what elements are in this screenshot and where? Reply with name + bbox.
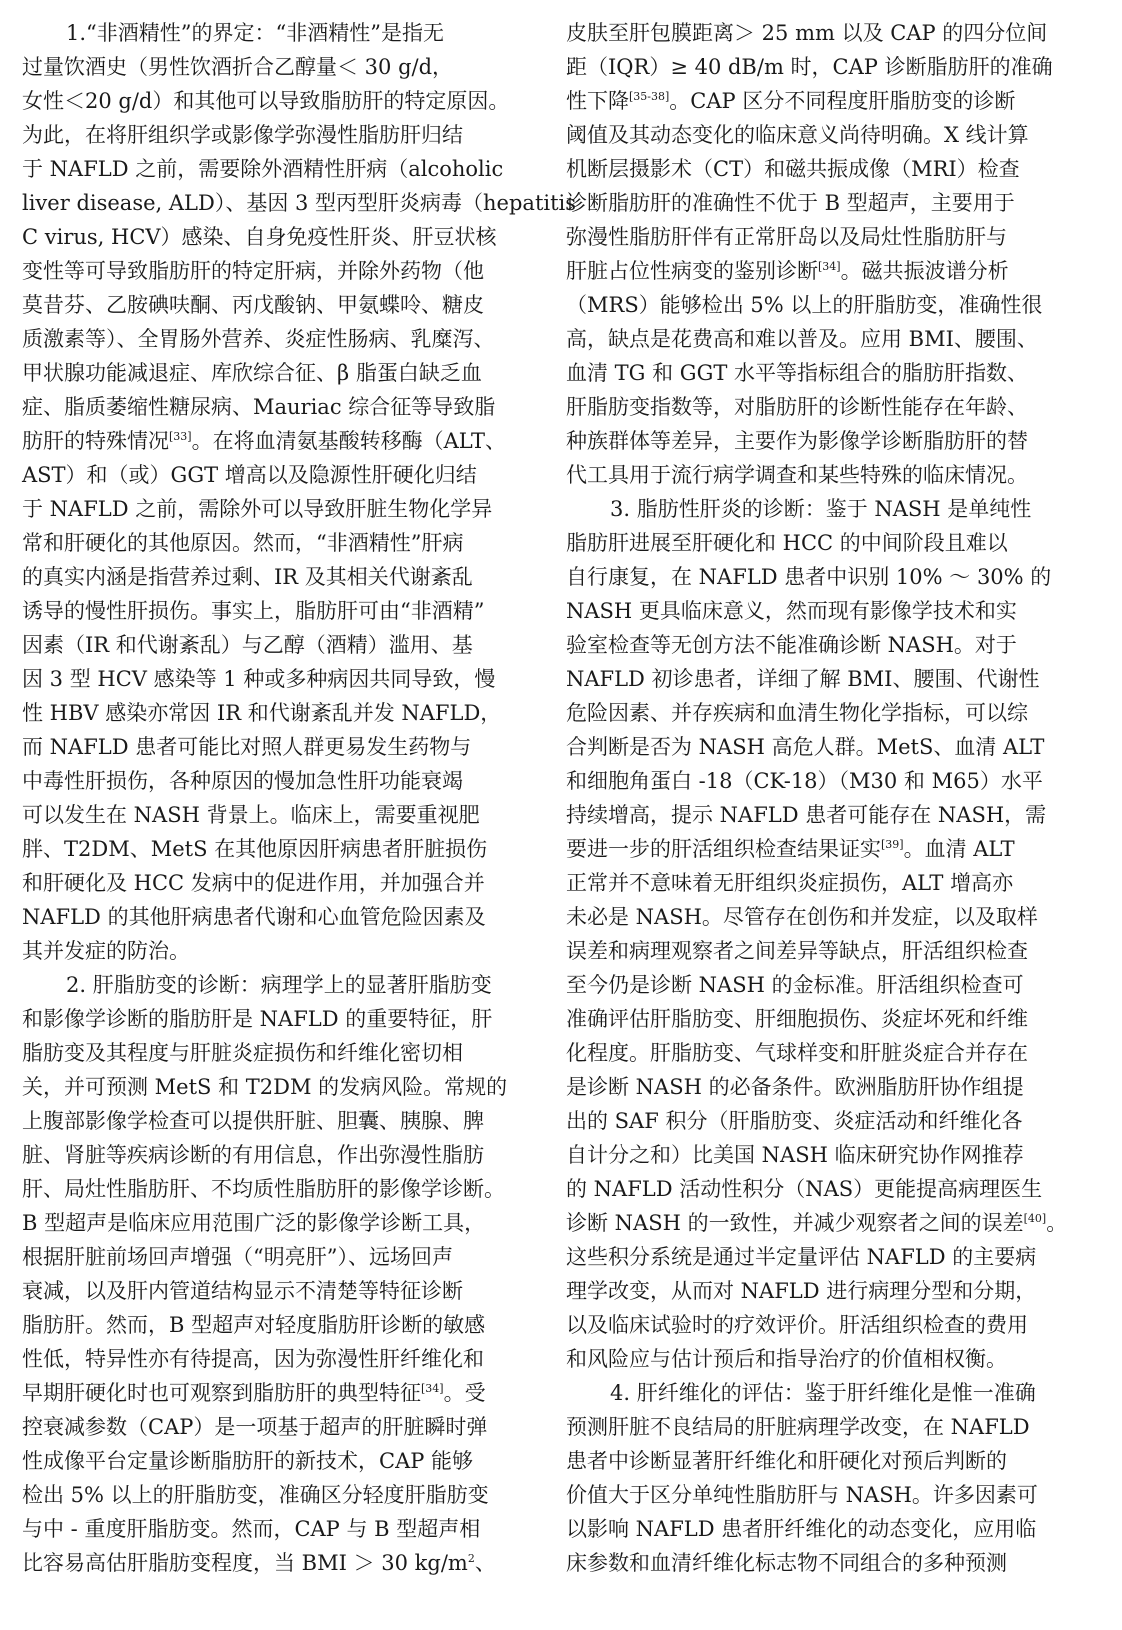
text-line-content: 持续增高，提示 NAFLD 患者可能存在 NASH，需 bbox=[566, 803, 1047, 827]
text-line-content: 皮肤至肝包膜距离＞ 25 mm 以及 CAP 的四分位间 bbox=[566, 21, 1048, 45]
text-line bbox=[566, 1444, 1056, 1478]
text-line-content: 准确评估肝脂肪变、肝细胞损伤、炎症坏死和纤维 bbox=[566, 1007, 1028, 1031]
text-line-content: 而 NAFLD 患者可能比对照人群更易发生药物与 bbox=[22, 735, 472, 759]
text-line bbox=[566, 798, 1056, 832]
citation-superscript: 2 bbox=[467, 1552, 475, 1565]
text-line-content: 价值大于区分单纯性脂肪肝与 NASH。许多因素可 bbox=[566, 1483, 1038, 1507]
text-line bbox=[22, 1308, 512, 1342]
text-line-content: 常和肝硬化的其他原因。然而，“非酒精性”肝病 bbox=[22, 531, 464, 555]
left-column bbox=[22, 16, 577, 1580]
citation-superscript: [34] bbox=[421, 1382, 444, 1395]
text-line bbox=[22, 322, 512, 356]
text-line bbox=[22, 1240, 512, 1274]
text-line bbox=[22, 526, 512, 560]
text-line bbox=[566, 1546, 1056, 1580]
text-line-content: B 型超声是临床应用范围广泛的影像学诊断工具， bbox=[22, 1211, 486, 1235]
text-line-continuation: 。在将血清氨基酸转移酶（ALT、 bbox=[191, 429, 506, 453]
text-line-content: 3. 脂肪性肝炎的诊断：鉴于 NASH 是单纯性 bbox=[610, 497, 1032, 521]
text-line-content: 性下降 bbox=[566, 89, 629, 113]
text-line-content: 以影响 NAFLD 患者肝纤维化的动态变化，应用临 bbox=[566, 1517, 1037, 1541]
text-line-content: 种族群体等差异，主要作为影像学诊断脂肪肝的替 bbox=[566, 429, 1028, 453]
text-line bbox=[22, 1274, 512, 1308]
text-line-content: 脏、肾脏等疾病诊断的有用信息，作出弥漫性脂肪 bbox=[22, 1143, 484, 1167]
text-line bbox=[22, 288, 512, 322]
right-column bbox=[566, 16, 1068, 1580]
text-line-content: 距（IQR）≥ 40 dB/m 时，CAP 诊断脂肪肝的准确 bbox=[566, 55, 1053, 79]
text-line-content: 和肝硬化及 HCC 发病中的促进作用，并加强合并 bbox=[22, 871, 485, 895]
text-line bbox=[22, 1342, 512, 1376]
text-line bbox=[22, 832, 512, 866]
text-line-content: 关，并可预测 MetS 和 T2DM 的发病风险。常规的 bbox=[22, 1075, 508, 1099]
text-line-content: 合判断是否为 NASH 高危人群。MetS、血清 ALT bbox=[566, 735, 1045, 759]
text-line-content: 肪肝的特殊情况 bbox=[22, 429, 169, 453]
text-line bbox=[22, 16, 512, 50]
text-line bbox=[566, 1036, 1056, 1070]
text-line-content: NAFLD 的其他肝病患者代谢和心血管危险因素及 bbox=[22, 905, 486, 929]
text-line bbox=[566, 220, 1056, 254]
text-line bbox=[22, 968, 512, 1002]
text-line-content: AST）和（或）GGT 增高以及隐源性肝硬化归结 bbox=[22, 463, 477, 487]
citation-superscript: [39] bbox=[881, 838, 904, 851]
text-line-content: 以及临床试验时的疗效评价。肝活组织检查的费用 bbox=[566, 1313, 1028, 1337]
text-line bbox=[22, 492, 512, 526]
text-line-content: 为此，在将肝组织学或影像学弥漫性脂肪肝归结 bbox=[22, 123, 463, 147]
text-line bbox=[22, 84, 512, 118]
text-line-continuation: 、 bbox=[474, 1551, 496, 1575]
text-line-content: 早期肝硬化时也可观察到脂肪肝的典型特征 bbox=[22, 1381, 421, 1405]
text-line-content: 脂肪肝进展至肝硬化和 HCC 的中间阶段且难以 bbox=[566, 531, 1008, 555]
text-line-continuation: 。CAP 区分不同程度肝脂肪变的诊断 bbox=[669, 89, 1016, 113]
text-line-content: 诊断脂肪肝的准确性不优于 B 型超声，主要用于 bbox=[566, 191, 1015, 215]
text-line-content: 要进一步的肝活组织检查结果证实 bbox=[566, 837, 881, 861]
text-line bbox=[22, 254, 512, 288]
text-line bbox=[22, 356, 512, 390]
text-line bbox=[566, 458, 1056, 492]
text-line bbox=[566, 1240, 1056, 1274]
text-line-content: 肝脂肪变指数等，对脂肪肝的诊断性能存在年龄、 bbox=[566, 395, 1028, 419]
citation-superscript: [33] bbox=[169, 430, 192, 443]
text-line-content: 代工具用于流行病学调查和某些特殊的临床情况。 bbox=[566, 463, 1028, 487]
text-line-content: 诊断 NASH 的一致性，并减少观察者之间的误差 bbox=[566, 1211, 1024, 1235]
text-line-content: 自行康复，在 NAFLD 患者中识别 10% ～ 30% 的 bbox=[566, 565, 1052, 589]
text-line bbox=[566, 492, 1056, 526]
text-line bbox=[566, 968, 1056, 1002]
text-line bbox=[22, 1512, 512, 1546]
text-line bbox=[566, 1104, 1056, 1138]
text-line bbox=[22, 390, 512, 424]
text-line bbox=[566, 1410, 1056, 1444]
text-line bbox=[566, 288, 1056, 322]
text-line bbox=[22, 50, 512, 84]
text-line-content: 化程度。肝脂肪变、气球样变和肝脏炎症合并存在 bbox=[566, 1041, 1028, 1065]
text-line-content: 质激素等）、全胃肠外营养、炎症性肠病、乳糜泻、 bbox=[22, 327, 495, 351]
text-line bbox=[22, 1104, 512, 1138]
text-line-content: 变性等可导致脂肪肝的特定肝病，并除外药物（他 bbox=[22, 259, 484, 283]
text-line bbox=[566, 1308, 1056, 1342]
text-line-content: 与中 - 重度肝脂肪变。然而，CAP 与 B 型超声相 bbox=[22, 1517, 481, 1541]
text-line-content: 和影像学诊断的脂肪肝是 NAFLD 的重要特征，肝 bbox=[22, 1007, 493, 1031]
text-line-content: 脂肪变及其程度与肝脏炎症损伤和纤维化密切相 bbox=[22, 1041, 463, 1065]
text-line bbox=[22, 730, 512, 764]
text-line-content: NASH 更具临床意义，然而现有影像学技术和实 bbox=[566, 599, 1017, 623]
text-line bbox=[22, 866, 512, 900]
text-line bbox=[566, 526, 1056, 560]
text-line-content: 的真实内涵是指营养过剩、IR 及其相关代谢紊乱 bbox=[22, 565, 473, 589]
text-line-content: 预测肝脏不良结局的肝脏病理学改变，在 NAFLD bbox=[566, 1415, 1030, 1439]
text-line-content: 验室检查等无创方法不能准确诊断 NASH。对于 bbox=[566, 633, 1017, 657]
text-line bbox=[566, 866, 1056, 900]
text-line bbox=[22, 900, 512, 934]
text-line bbox=[22, 186, 577, 220]
text-line-content: 危险因素、并存疾病和血清生物化学指标，可以综 bbox=[566, 701, 1028, 725]
text-line bbox=[566, 322, 1056, 356]
text-line bbox=[22, 220, 512, 254]
text-line bbox=[22, 1002, 512, 1036]
text-line bbox=[22, 1376, 512, 1410]
text-line-content: 性低，特异性亦有待提高，因为弥漫性肝纤维化和 bbox=[22, 1347, 484, 1371]
text-line bbox=[566, 1512, 1056, 1546]
text-line-content: 女性＜20 g/d）和其他可以导致脂肪肝的特定原因。 bbox=[22, 89, 510, 113]
text-line-content: 上腹部影像学检查可以提供肝脏、胆囊、胰腺、脾 bbox=[22, 1109, 484, 1133]
text-line bbox=[566, 356, 1056, 390]
text-line-content: 其并发症的防治。 bbox=[22, 939, 190, 963]
text-line-content: 于 NAFLD 之前，需要除外酒精性肝病（alcoholic bbox=[22, 157, 504, 181]
text-line-content: 的 NAFLD 活动性积分（NAS）更能提高病理医生 bbox=[566, 1177, 1043, 1201]
text-line-content: 因素（IR 和代谢紊乱）与乙醇（酒精）滥用、基 bbox=[22, 633, 473, 657]
text-line bbox=[22, 1444, 512, 1478]
text-line-content: 这些积分系统是通过半定量评估 NAFLD 的主要病 bbox=[566, 1245, 1037, 1269]
text-line-content: 阈值及其动态变化的临床意义尚待明确。X 线计算 bbox=[566, 123, 1029, 147]
text-line-content: 高，缺点是花费高和难以普及。应用 BMI、腰围、 bbox=[566, 327, 1038, 351]
text-line-content: 1.“非酒精性”的界定：“非酒精性”是指无 bbox=[66, 21, 444, 45]
text-line-content: 误差和病理观察者之间差异等缺点，肝活组织检查 bbox=[566, 939, 1028, 963]
text-line-content: NAFLD 初诊患者，详细了解 BMI、腰围、代谢性 bbox=[566, 667, 1040, 691]
text-line-content: 比容易高估肝脂肪变程度，当 BMI ＞ 30 kg/m bbox=[22, 1551, 468, 1575]
text-line-content: 性成像平台定量诊断脂肪肝的新技术，CAP 能够 bbox=[22, 1449, 474, 1473]
text-line bbox=[566, 152, 1056, 186]
text-line bbox=[22, 1172, 512, 1206]
text-line-content: 莫昔芬、乙胺碘呋酮、丙戊酸钠、甲氨蝶呤、糖皮 bbox=[22, 293, 484, 317]
text-line bbox=[566, 1172, 1056, 1206]
text-line bbox=[566, 730, 1056, 764]
text-line bbox=[22, 458, 512, 492]
text-line bbox=[22, 1546, 512, 1580]
text-line-content: 和细胞角蛋白 -18（CK-18）（M30 和 M65）水平 bbox=[566, 769, 1043, 793]
text-line-content: 诱导的慢性肝损伤。事实上，脂肪肝可由“非酒精” bbox=[22, 599, 485, 623]
text-line-content: 肝、局灶性脂肪肝、不均质性脂肪肝的影像学诊断。 bbox=[22, 1177, 505, 1201]
text-line-continuation: 。 bbox=[1046, 1211, 1068, 1235]
text-line-content: 2. 肝脂肪变的诊断：病理学上的显著肝脂肪变 bbox=[66, 973, 492, 997]
text-line bbox=[22, 1138, 512, 1172]
text-line-content: 于 NAFLD 之前，需除外可以导致肝脏生物化学异 bbox=[22, 497, 493, 521]
text-line-content: 甲状腺功能减退症、库欣综合征、β 脂蛋白缺乏血 bbox=[22, 361, 482, 385]
text-line-content: 中毒性肝损伤，各种原因的慢加急性肝功能衰竭 bbox=[22, 769, 463, 793]
text-line-content: 胖、T2DM、MetS 在其他原因肝病患者肝脏损伤 bbox=[22, 837, 488, 861]
text-line-content: 是诊断 NASH 的必备条件。欧洲脂肪肝协作组提 bbox=[566, 1075, 1024, 1099]
text-line bbox=[22, 1206, 512, 1240]
text-line bbox=[566, 1274, 1056, 1308]
citation-superscript: [34] bbox=[818, 260, 841, 273]
text-line-content: 4. 肝纤维化的评估：鉴于肝纤维化是惟一准确 bbox=[610, 1381, 1036, 1405]
text-line bbox=[566, 424, 1056, 458]
text-line-content: 弥漫性脂肪肝伴有正常肝岛以及局灶性脂肪肝与 bbox=[566, 225, 1007, 249]
text-line bbox=[566, 254, 1056, 288]
text-line bbox=[22, 118, 512, 152]
text-line bbox=[566, 1070, 1056, 1104]
text-line bbox=[566, 84, 1056, 118]
text-line-content: 可以发生在 NASH 背景上。临床上，需要重视肥 bbox=[22, 803, 480, 827]
text-line bbox=[566, 118, 1056, 152]
text-line bbox=[22, 1410, 512, 1444]
text-line-content: 因 3 型 HCV 感染等 1 种或多种病因共同导致，慢 bbox=[22, 667, 496, 691]
text-line-content: 检出 5% 以上的肝脂肪变，准确区分轻度肝脂肪变 bbox=[22, 1483, 489, 1507]
text-line-content: 理学改变，从而对 NAFLD 进行病理分型和分期， bbox=[566, 1279, 1037, 1303]
text-line-content: 未必是 NASH。尽管存在创伤和并发症，以及取样 bbox=[566, 905, 1038, 929]
text-line bbox=[22, 1478, 512, 1512]
text-line-content: C virus, HCV）感染、自身免疫性肝炎、肝豆状核 bbox=[22, 225, 497, 249]
text-line bbox=[566, 1138, 1056, 1172]
text-line-continuation: 。血清 ALT bbox=[903, 837, 1015, 861]
text-line bbox=[566, 1342, 1056, 1376]
text-line-content: 根据肝脏前场回声增强（“明亮肝”）、远场回声 bbox=[22, 1245, 453, 1269]
text-line-content: 床参数和血清纤维化标志物不同组合的多种预测 bbox=[566, 1551, 1007, 1575]
text-line bbox=[566, 16, 1056, 50]
text-line-content: 自计分之和）比美国 NASH 临床研究协作网推荐 bbox=[566, 1143, 1024, 1167]
text-line bbox=[566, 594, 1056, 628]
text-line bbox=[22, 696, 512, 730]
text-line bbox=[22, 152, 512, 186]
text-line-content: 脂肪肝。然而，B 型超声对轻度脂肪肝诊断的敏感 bbox=[22, 1313, 486, 1337]
text-line bbox=[22, 798, 512, 832]
text-line bbox=[566, 628, 1056, 662]
text-line bbox=[566, 186, 1056, 220]
text-line bbox=[566, 1478, 1056, 1512]
text-line-content: 衰减，以及肝内管道结构显示不清楚等特征诊断 bbox=[22, 1279, 463, 1303]
text-line bbox=[566, 1206, 1068, 1240]
text-line-content: 控衰减参数（CAP）是一项基于超声的肝脏瞬时弹 bbox=[22, 1415, 488, 1439]
text-line bbox=[566, 50, 1056, 84]
text-line bbox=[566, 1002, 1056, 1036]
text-line-content: 症、脂质萎缩性糖尿病、Mauriac 综合征等导致脂 bbox=[22, 395, 496, 419]
text-line-content: （MRS）能够检出 5% 以上的肝脂肪变，准确性很 bbox=[566, 293, 1043, 317]
text-line bbox=[22, 1036, 512, 1070]
text-line bbox=[566, 832, 1056, 866]
citation-superscript: [35-38] bbox=[629, 90, 670, 103]
text-line bbox=[566, 696, 1056, 730]
text-line bbox=[566, 764, 1056, 798]
text-line bbox=[22, 662, 512, 696]
text-line-content: 出的 SAF 积分（肝脂肪变、炎症活动和纤维化各 bbox=[566, 1109, 1023, 1133]
text-line-content: 机断层摄影术（CT）和磁共振成像（MRI）检查 bbox=[566, 157, 1020, 181]
text-line bbox=[566, 900, 1056, 934]
text-line bbox=[566, 934, 1056, 968]
text-line bbox=[22, 628, 512, 662]
text-line-continuation: 。受 bbox=[443, 1381, 486, 1405]
text-line bbox=[566, 662, 1056, 696]
text-line-content: 血清 TG 和 GGT 水平等指标组合的脂肪肝指数、 bbox=[566, 361, 1029, 385]
text-line bbox=[22, 424, 512, 458]
text-line bbox=[22, 764, 512, 798]
text-line-content: 患者中诊断显著肝纤维化和肝硬化对预后判断的 bbox=[566, 1449, 1007, 1473]
text-line-content: 过量饮酒史（男性饮酒折合乙醇量＜ 30 g/d， bbox=[22, 55, 454, 79]
text-line bbox=[22, 1070, 512, 1104]
text-line-continuation: 。磁共振波谱分析 bbox=[840, 259, 1009, 283]
text-line-content: 肝脏占位性病变的鉴别诊断 bbox=[566, 259, 818, 283]
text-line bbox=[22, 594, 512, 628]
text-line-content: liver disease, ALD）、基因 3 型丙型肝炎病毒（hepatitis bbox=[22, 191, 577, 215]
text-line bbox=[566, 560, 1056, 594]
text-line bbox=[566, 1376, 1056, 1410]
text-line bbox=[22, 560, 512, 594]
text-line-content: 至今仍是诊断 NASH 的金标准。肝活组织检查可 bbox=[566, 973, 1024, 997]
text-line-content: 性 HBV 感染亦常因 IR 和代谢紊乱并发 NAFLD， bbox=[22, 701, 502, 725]
text-line bbox=[566, 390, 1056, 424]
text-line-content: 正常并不意味着无肝组织炎症损伤，ALT 增高亦 bbox=[566, 871, 1014, 895]
text-line bbox=[22, 934, 512, 968]
citation-superscript: [40] bbox=[1023, 1212, 1047, 1225]
text-line-content: 和风险应与估计预后和指导治疗的价值相权衡。 bbox=[566, 1347, 1007, 1371]
